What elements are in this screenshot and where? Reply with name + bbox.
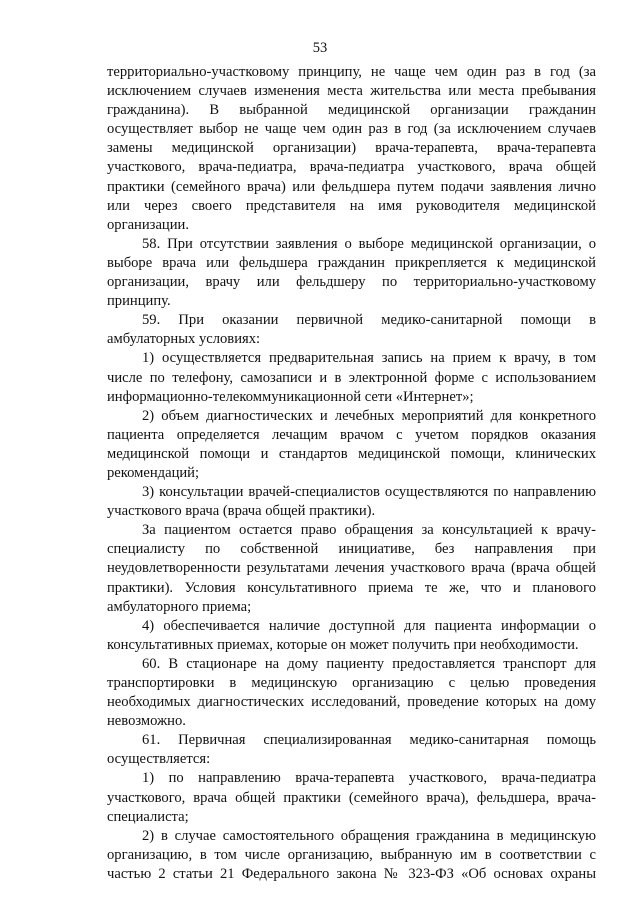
paragraph: За пациентом остается право обращения за консультацией к врачу-специалисту по собственной инициативе, без направления при неудовлетворенности результатами лечения участкового врача (врача общей практики). Условия консультативного приема те же, что и планового амбулаторного приема; [107,522,596,615]
paragraph-item-59: 59. При оказании первичной медико-санитарной помощи в амбулаторных условиях: [107,312,596,348]
paragraph-item-58: 58. При отсутствии заявления о выборе медицинской организации, о выборе врача или фельдшера гражданин прикрепляется к медицинской организации, врачу или фельдшеру по территориально-участковому принципу. [107,235,596,310]
subitem-61-1: 1) по направлению врача-терапевта участкового, врача-педиатра участкового, врача общей практики (семейного врача), фельдшера, врача-специалиста; [107,770,596,825]
subitem-59-3: 3) консультации врачей-специалистов осуществляются по направлению участкового врача (врача общей практики). [107,484,596,520]
paragraph: территориально-участковому принципу, не чаще чем один раз в год (за исключением случаев изменения места жительства или места пребывания гражданина). В выбранной медицинской организации гражданин осуществляет выбор не чаще чем один раз в год (за исключением случаев замены медицинской организации) врача-терапевта, врача-терапевта участкового, врача-педиатра, врача-педиатра участкового, врача общей практики (семейного врача) или фельдшера путем подачи заявления лично или через своего представителя на имя руководителя медицинской организации. [107,64,596,233]
subitem-59-4: 4) обеспечивается наличие доступной для пациента информации о консультативных приемах, которые он может получить при необходимости. [107,617,596,653]
subitem-61-2: 2) в случае самостоятельного обращения гражданина в медицинскую организацию, в том числе организацию, выбранную им в соответствии с частью 2 статьи 21 Федерального закона № 323-ФЗ «Об основах охраны [107,827,596,882]
page-number: 53 [312,40,328,56]
subitem-59-2: 2) объем диагностических и лечебных мероприятий для конкретного пациента определяется лечащим врачом с учетом порядков оказания медицинской помощи и стандартов медицинской помощи, клинических рекомендаций; [107,407,596,481]
paragraph-item-61: 61. Первичная специализированная медико-санитарная помощь осуществляется: [107,732,596,768]
paragraph-item-60: 60. В стационаре на дому пациенту предоставляется транспорт для транспортировки в медицинскую организацию с целью проведения необходимых диагностических исследований, проведение которых на дому невозможно. [107,655,596,730]
subitem-59-1: 1) осуществляется предварительная запись на прием к врачу, в том числе по телефону, самозаписи и в электронной форме с использованием информационно-телекоммуникационной сети «Интернет»; [107,350,596,405]
document-body [107,63,596,884]
